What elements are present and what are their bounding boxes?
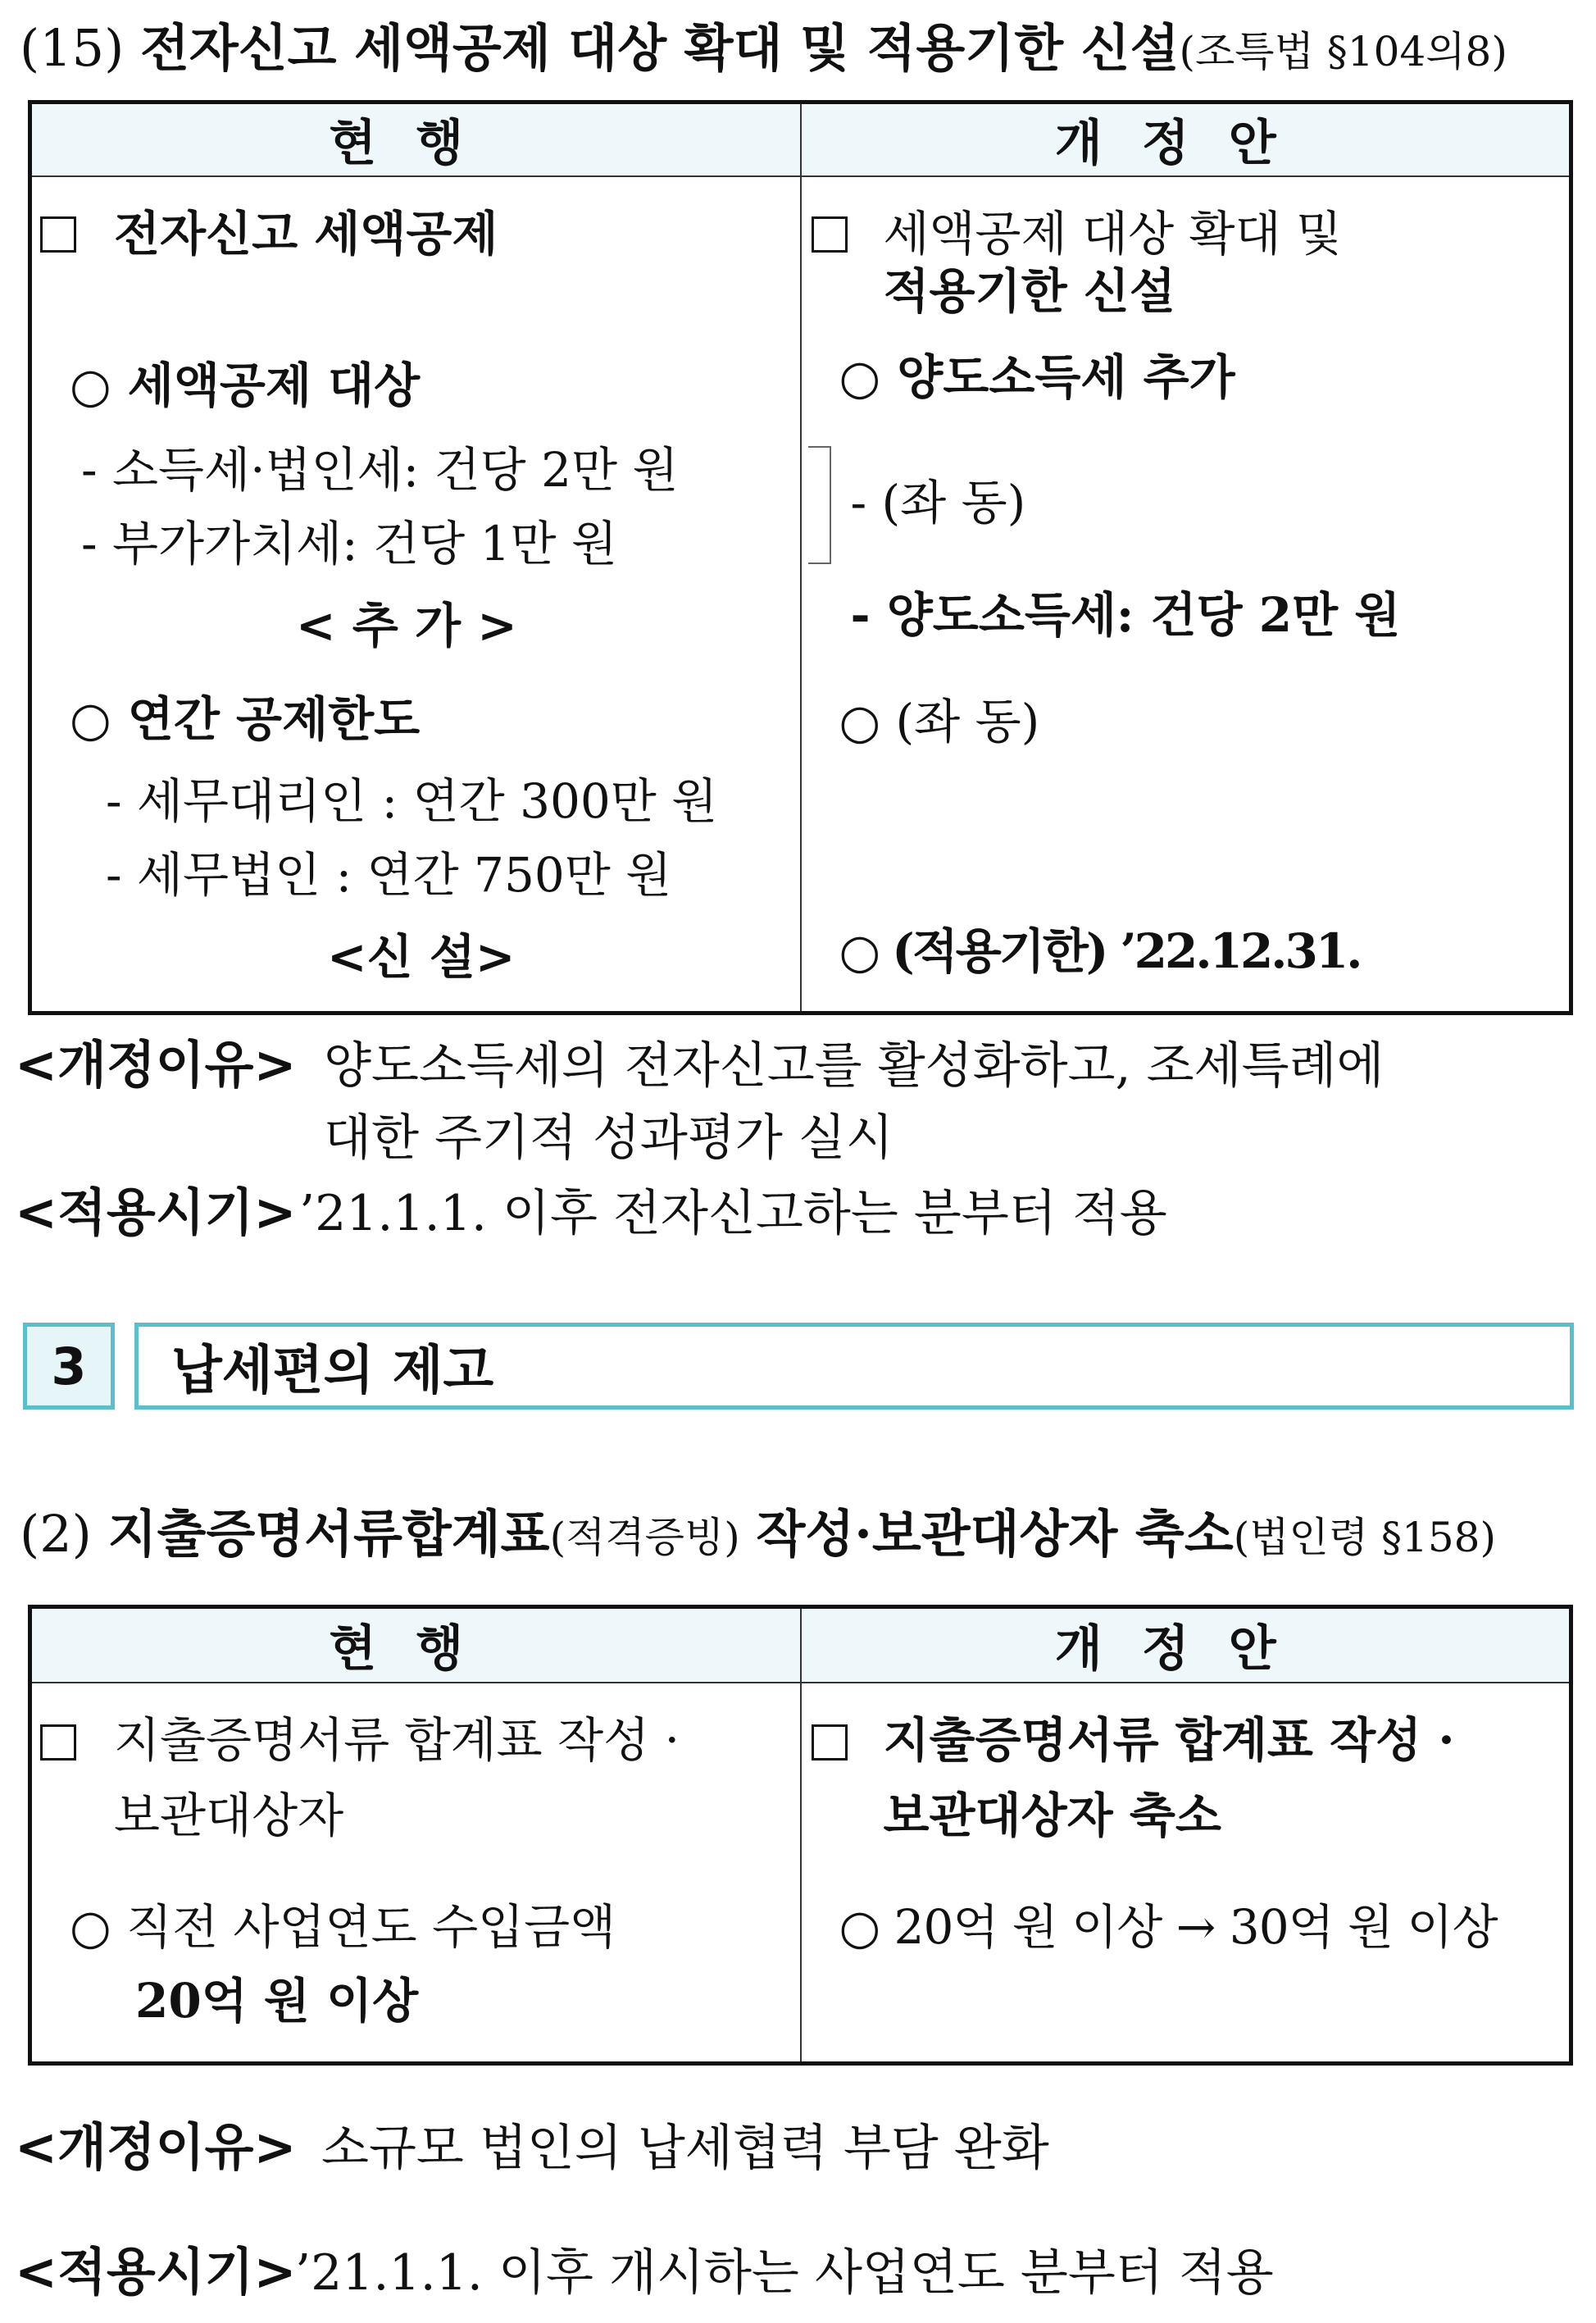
item2-header-revised: 개정안 <box>801 1607 1571 1683</box>
item2-title-a: 지출증명서류합계표 <box>107 1504 550 1564</box>
item15-current-line2: - 부가가치세: 건당 1만 원 <box>81 515 618 572</box>
item2-current-sub1-line2: 20억 원 이상 <box>135 1972 419 2029</box>
item2-current-box-title-2: 보관대상자 <box>114 1787 344 1843</box>
item15-ref: (조특법 §104의8) <box>1179 28 1507 75</box>
item15-revised-cell <box>801 176 1571 1013</box>
item15-heading <box>20 18 1507 78</box>
item2-heading <box>20 1504 1496 1564</box>
item15-revised-same1: - (좌 동) <box>850 474 1026 531</box>
item2-revised-box-title-1: 지출증명서류 합계표 작성 · <box>883 1711 1455 1768</box>
checkbox-square-icon <box>812 1724 848 1760</box>
item15-current-cell <box>30 176 801 1013</box>
item2-ref: (법인령 §158) <box>1233 1514 1496 1561</box>
item15-revised-same2: ○ (좌 동) <box>839 693 1040 749</box>
item15-revised-deadline: ○ (적용기한) ’22.12.31. <box>839 922 1361 979</box>
item2-current-box-title-1: 지출증명서류 합계표 작성 · <box>114 1711 680 1768</box>
item2-apply-tag: <적용시기> <box>15 2242 297 2302</box>
item2-number: (2) <box>20 1504 92 1564</box>
item15-current-sub1: ○ 세액공제 대상 <box>70 357 421 413</box>
item15-number: (15) <box>20 18 125 78</box>
item2-current-cell <box>30 1683 801 2064</box>
item15-current-line4: - 세무법인 : 연간 750만 원 <box>106 846 672 903</box>
checkbox-square-icon <box>40 216 76 253</box>
section-title: 납세편의 제고 <box>134 1323 1574 1410</box>
item15-revised-sub1: ○ 양도소득세 추가 <box>839 348 1235 405</box>
item2-apply <box>15 2242 297 2302</box>
item15-revised-box-title-2: 적용기한 신설 <box>883 262 1175 319</box>
item15-added-tag: < 추 가 > <box>296 597 517 654</box>
checkbox-square-icon <box>812 216 848 253</box>
item15-revised-box-title-1: 세액공제 대상 확대 및 <box>883 205 1343 262</box>
item2-revised-sub1: ○ 20억 원 이상 → 30억 원 이상 <box>839 1898 1498 1955</box>
item15-current-box-title: 전자신고 세액공제 <box>114 205 498 262</box>
item2-revised-box-title-2: 보관대상자 축소 <box>883 1787 1221 1843</box>
item15-current-line3: - 세무대리인 : 연간 300만 원 <box>106 772 718 829</box>
item15-new-tag: <신 설> <box>327 928 516 985</box>
item2-title-paren: (적격증빙) <box>549 1514 740 1561</box>
item2-reason-text: 소규모 법인의 납세협력 부담 완화 <box>321 2120 1049 2177</box>
item15-apply-text: ’21.1.1. 이후 전자신고하는 분부터 적용 <box>299 1185 1167 1242</box>
right-bracket-icon <box>808 446 831 564</box>
item2-current-sub1-line1: ○ 직전 사업연도 수입금액 <box>70 1898 616 1955</box>
item15-reason-tag: <개정이유> <box>15 1035 297 1095</box>
item15-reason <box>15 1035 297 1095</box>
item2-reason-tag: <개정이유> <box>15 2117 297 2177</box>
item15-header-current: 현행 <box>30 102 801 176</box>
item15-reason-line2: 대한 주기적 성과평가 실시 <box>324 1109 893 1167</box>
item2-reason <box>15 2117 297 2177</box>
item15-apply-tag: <적용시기> <box>15 1182 297 1242</box>
item2-title-b: 작성·보관대상자 축소 <box>756 1504 1234 1564</box>
item15-apply <box>15 1182 297 1242</box>
item2-comparison-table <box>28 1605 1573 2066</box>
section-number-badge: 3 <box>23 1323 115 1410</box>
checkbox-square-icon <box>40 1724 76 1760</box>
item15-current-line1: - 소득세·법인세: 건당 2만 원 <box>81 441 679 498</box>
item15-revised-added-line: - 양도소득세: 건당 2만 원 <box>850 586 1401 643</box>
item2-header-current: 현행 <box>30 1607 801 1683</box>
item15-reason-line1: 양도소득세의 전자신고를 활성화하고, 조세특례에 <box>324 1037 1385 1095</box>
item15-comparison-table <box>28 100 1573 1015</box>
item15-current-sub2: ○ 연간 공제한도 <box>70 690 421 747</box>
item15-title: 전자신고 세액공제 대상 확대 및 적용기한 신설 <box>140 18 1180 78</box>
item15-header-revised: 개정안 <box>801 102 1571 176</box>
item2-apply-text: ’21.1.1. 이후 개시하는 사업연도 분부터 적용 <box>295 2244 1274 2302</box>
item2-revised-cell <box>801 1683 1571 2064</box>
